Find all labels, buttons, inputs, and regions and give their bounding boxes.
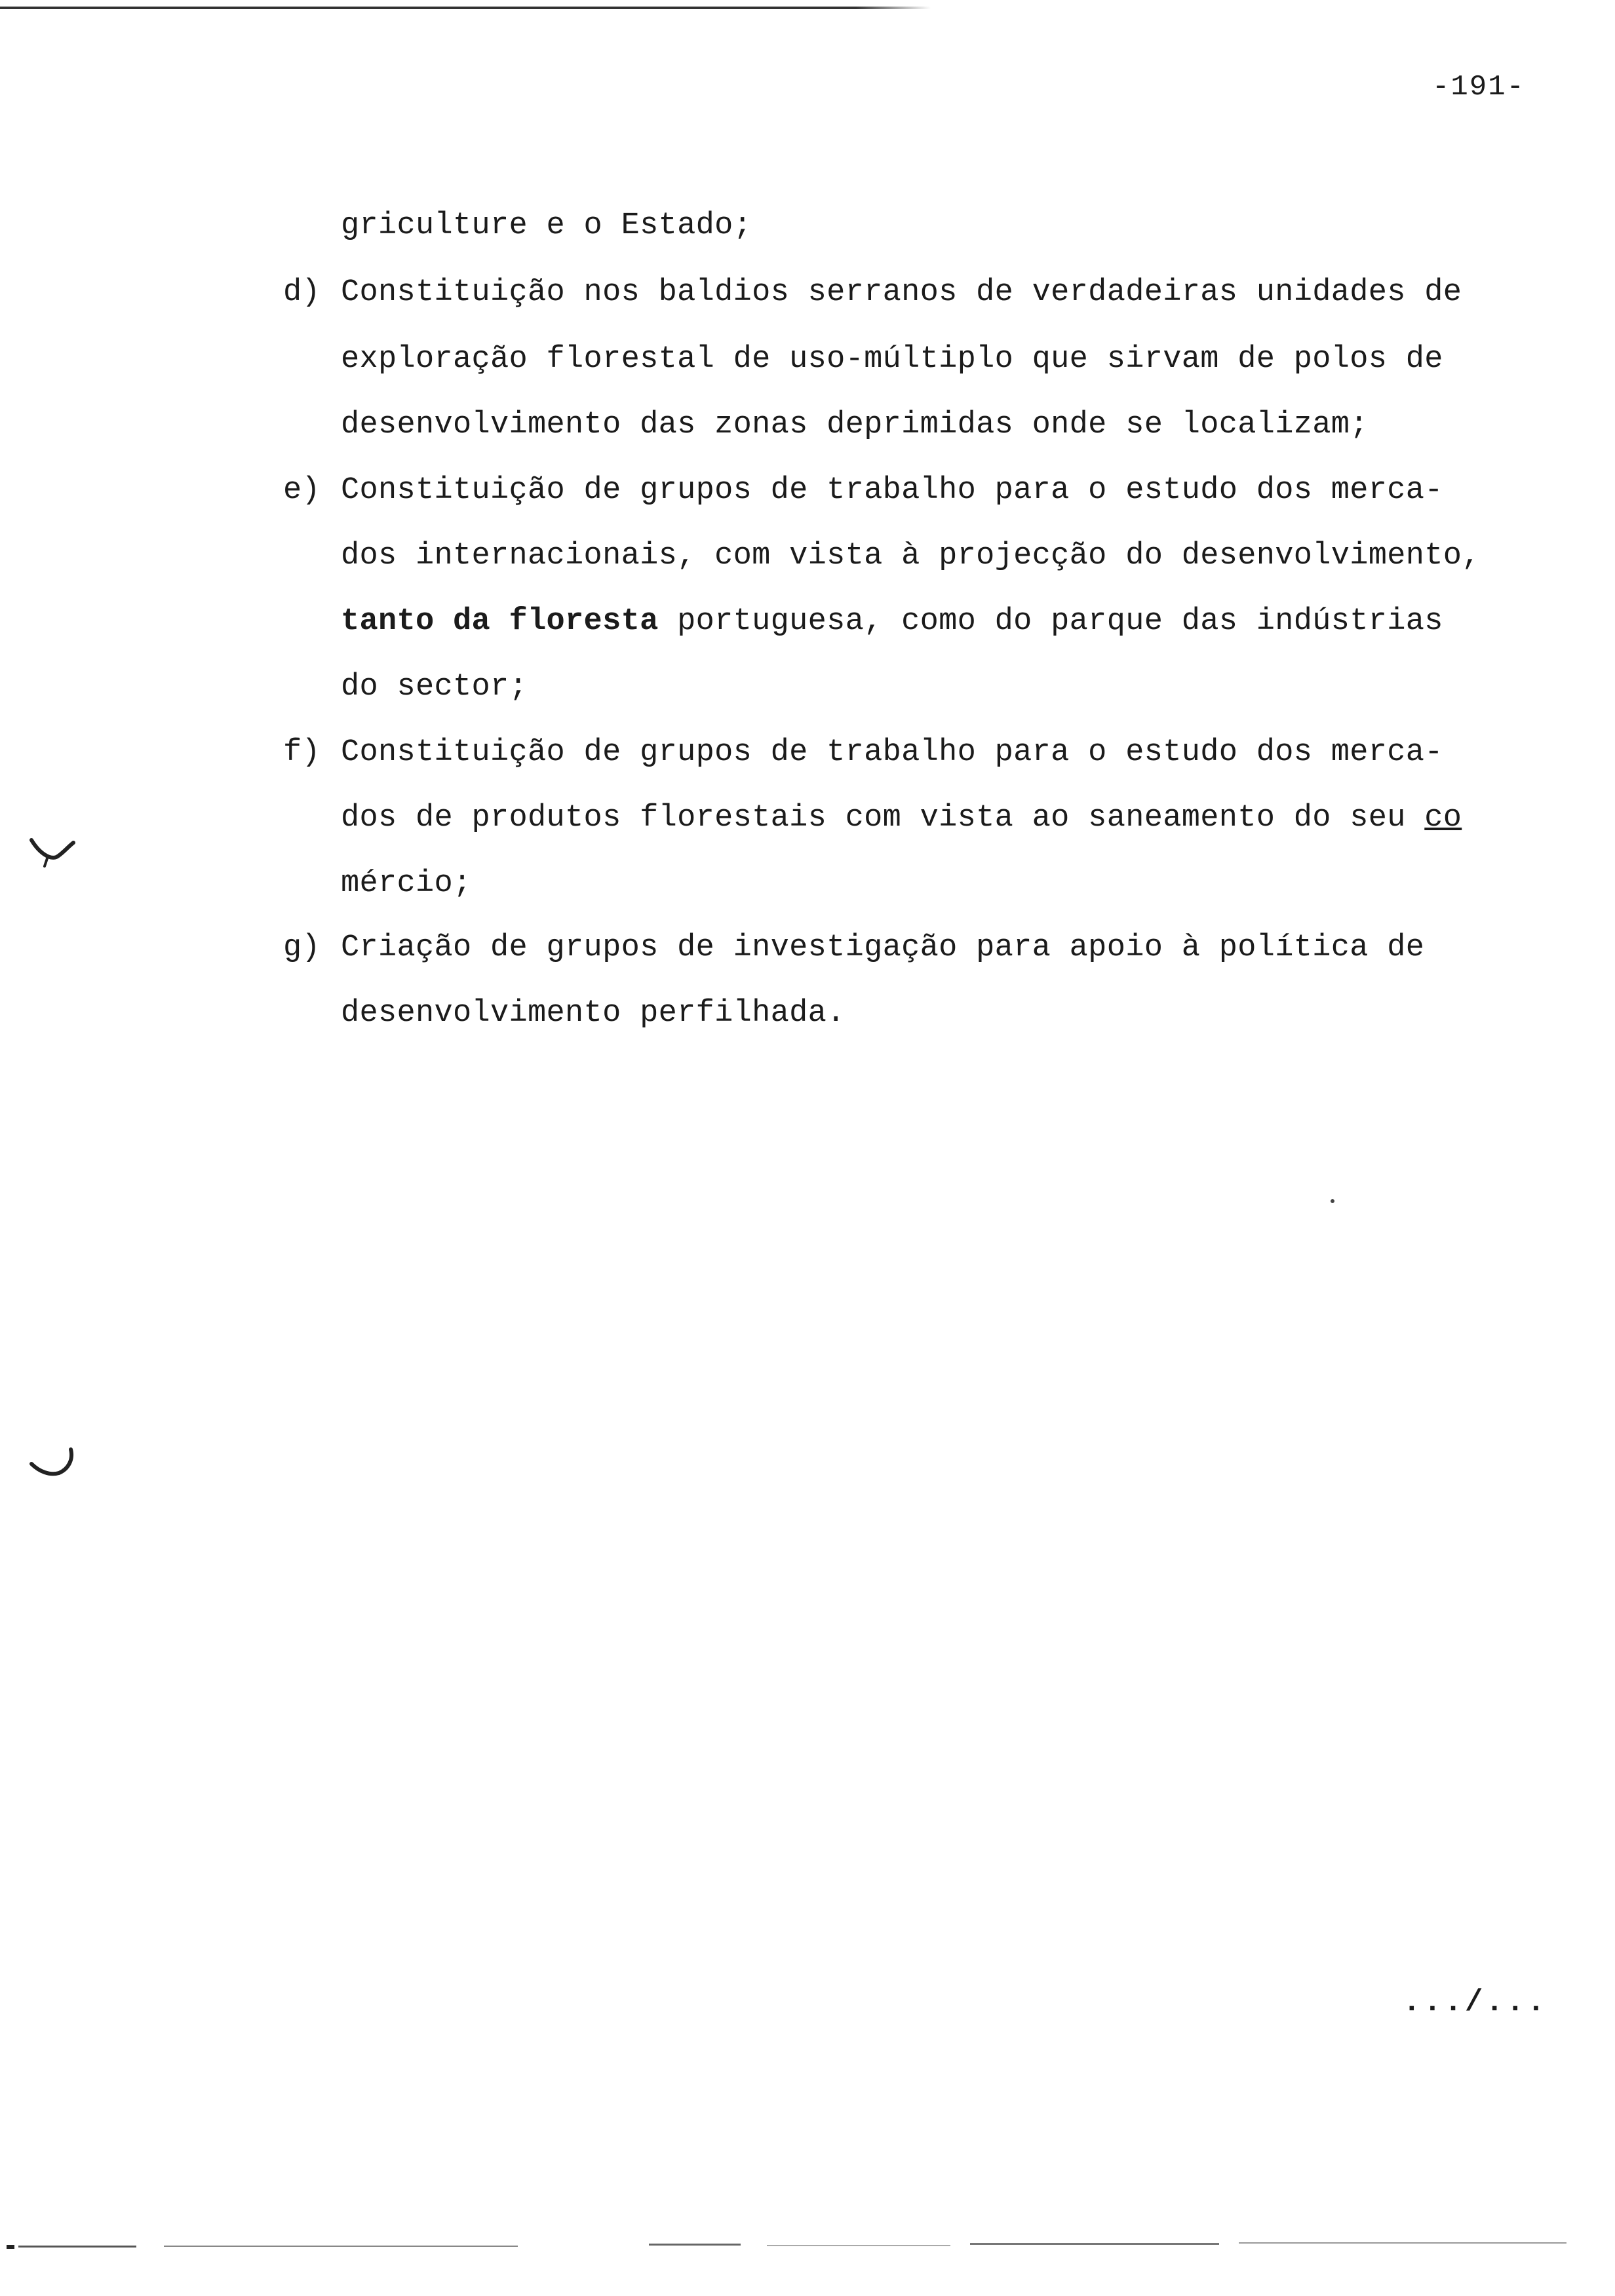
underlined-syllable: co: [1424, 801, 1462, 835]
text-line-5: Constituição de grupos de trabalho para o estudo dos merca-: [341, 473, 1443, 508]
text-line-7: [341, 604, 1443, 639]
text-line-10: [341, 801, 1462, 835]
text-line-9: Constituição de grupos de trabalho para o estudo dos merca-: [341, 735, 1443, 770]
list-marker-d: d): [283, 275, 321, 310]
text-line-8: do sector;: [341, 670, 528, 704]
text-line-12: Criação de grupos de investigação para apoio à política de: [341, 930, 1425, 965]
overtyped-text: tanto da floresta: [341, 604, 659, 639]
text-line-6: dos internacionais, com vista à projecção do desenvolvimento,: [341, 539, 1481, 573]
scan-speck: [1331, 1199, 1334, 1203]
text-line-2: Constituição nos baldios serranos de verdadeiras unidades de: [341, 275, 1462, 310]
list-marker-g: g): [283, 930, 321, 965]
continuation-mark: .../...: [1403, 1985, 1548, 2019]
margin-check-mark-2: [28, 1442, 87, 1487]
text-line-1: griculture e o Estado;: [341, 208, 752, 243]
list-marker-f: f): [283, 735, 321, 770]
text-line-13: desenvolvimento perfilhada.: [341, 996, 846, 1031]
text-line-7-rest: portuguesa, como do parque das indústrias: [658, 604, 1443, 639]
margin-check-mark-1: [28, 831, 80, 870]
scan-top-edge-line: [0, 7, 931, 9]
list-marker-e: e): [283, 473, 321, 508]
text-line-10-main: dos de produtos florestais com vista ao saneamento do seu: [341, 801, 1425, 835]
scan-bottom-edge-noise: [7, 2241, 1566, 2251]
text-line-4: desenvolvimento das zonas deprimidas onde se localizam;: [341, 408, 1369, 442]
text-line-3: exploração florestal de uso-múltiplo que sirvam de polos de: [341, 342, 1443, 377]
text-line-11: mércio;: [341, 866, 472, 901]
page-number: -191-: [1432, 71, 1526, 104]
